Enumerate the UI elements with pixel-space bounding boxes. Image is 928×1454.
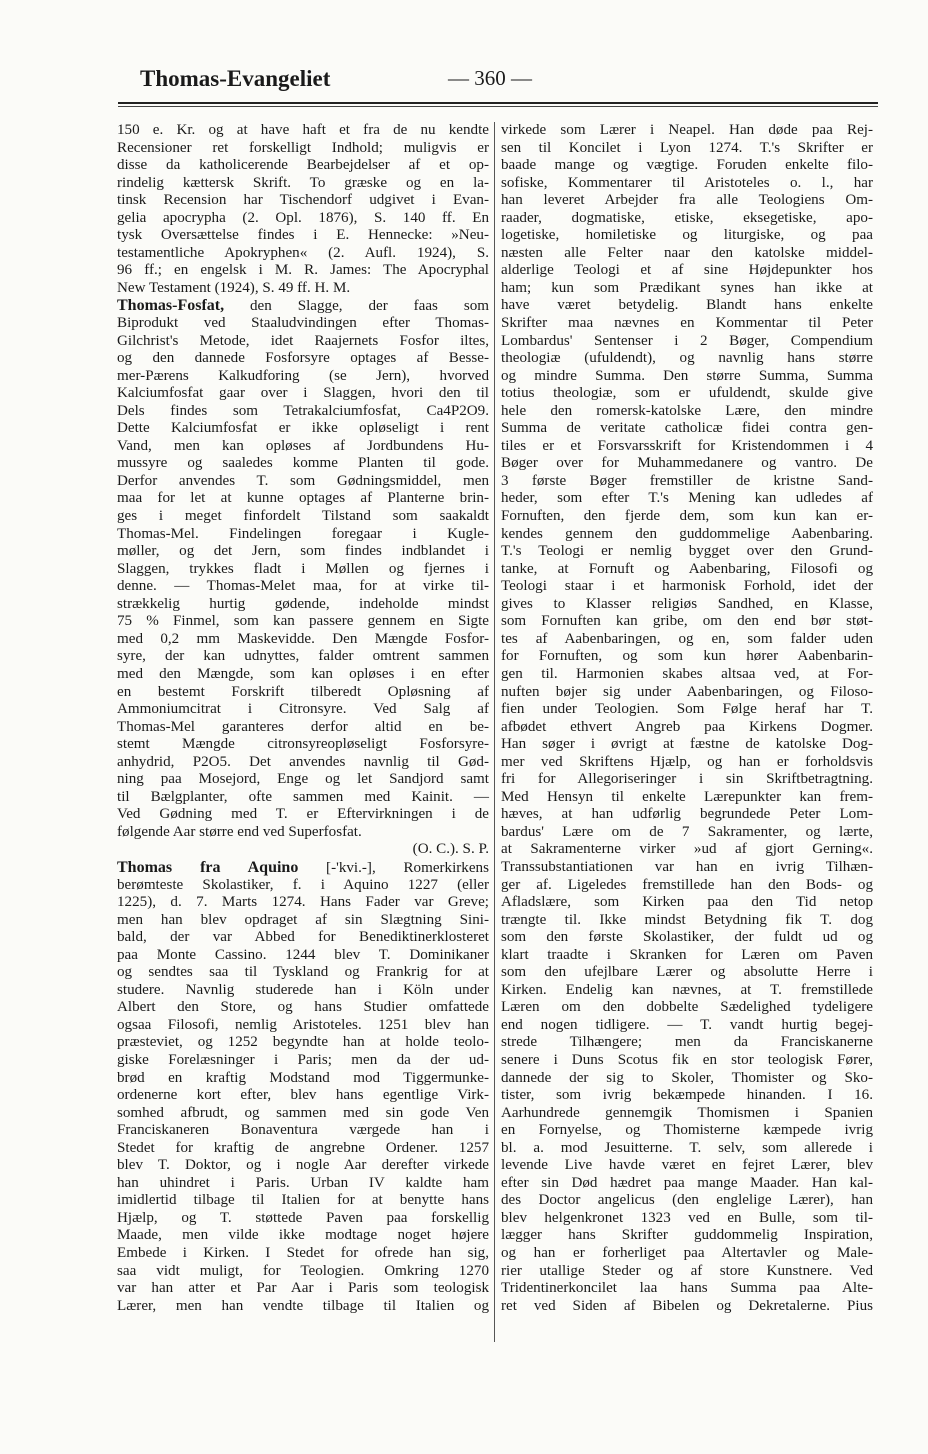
line-text: rier utallige Steder og af store Kunstnere. Ved [501,1262,873,1279]
text-line [501,1122,873,1140]
text-line [117,982,489,1000]
line-text: hæves, at han udførlig begrundede Peter Lom- [501,806,873,823]
line-text: ning paa Mosejord, Enge og let Sandjord samt [117,771,489,788]
line-text: og sendtes saa til Tyskland og Frankrig for at [117,964,489,981]
text-line [501,297,873,315]
line-text: Fornuften, den fjerde dem, som kun kan er- [501,508,873,525]
text-line [501,315,873,333]
text-line [501,841,873,859]
line-text: testamentliche Apokryphen« (2. Aufl. 1924), S. [117,244,489,261]
line-text: nuften bøjer sig under Aabenbaringen, og Filoso- [501,683,873,700]
line-text: tister, som ivrig bekæmpede hinanden. I 16. [501,1087,873,1104]
line-text: baade mange og vægtige. Foruden enkelte filo- [501,157,873,174]
text-line [501,648,873,666]
line-text: men han blev opdraget af sin Slægtning Sini- [117,911,489,928]
text-line [501,350,873,368]
text-line [117,1175,489,1193]
text-line [501,1017,873,1035]
text-line [501,508,873,526]
text-line [501,578,873,596]
text-line [501,1070,873,1088]
text-line [117,1298,489,1316]
text-line [117,438,489,456]
line-text: senere i Duns Scotus fik en stor teologisk Fører, [501,1051,873,1068]
line-text: møller, og det Jern, som findes indblandet i [117,543,489,560]
line-text: for Fornuften, og som kun hører Aabenbarin- [501,648,873,665]
right-column [501,122,873,1315]
line-text: følgende Aar større end ved Superfosfat. [117,823,362,840]
line-text: 1225), d. 7. Marts 1274. Hans Fader var Greve; [117,894,489,911]
text-line [117,912,489,930]
page-number: — 360 — [448,66,532,90]
line-text: tiles er et Forsvarsskrift for Kristendommen i 4 [501,437,873,454]
text-line [501,561,873,579]
line-text: 96 ff.; en engelsk i M. R. James: The Apocryphal [117,262,489,279]
line-text: Hjælp, og T. støttede Paven paa forskellig [117,1209,489,1226]
text-line [501,1087,873,1105]
text-line [117,1280,489,1298]
line-text: mussyre og saaledes komme Planten til gode. [117,455,489,472]
text-line [501,1210,873,1228]
line-text: Biprodukt ved Staaludvindingen efter Thomas- [117,315,489,332]
line-text: Læren om den dobbelte Sædelighed tydeligere [501,999,873,1016]
text-line [117,455,489,473]
text-line [501,333,873,351]
line-text: Teologi staar i et harmonisk Forhold, idet der [501,578,873,595]
line-text: og han er forherliget paa Altertavler og Male- [501,1245,873,1261]
text-line [501,929,873,947]
text-line [501,1227,873,1245]
line-text: levende Live havde været en fejret Lærer, blev [501,1157,873,1174]
line-text: Kirken. Endelig kan nævnes, at T. fremstillede [501,981,873,998]
line-text: blev T. Doktor, og i nogle Aar derefter virkede [117,1157,489,1174]
text-line [501,227,873,245]
line-text: mer-Pærens Kalkudforing (se Jern), hvorved [117,367,489,384]
text-line [501,613,873,631]
line-text: bald, der var Abbed for Benediktinerklosteret [117,929,489,946]
line-text: ordenerne kort efter, blev hans egentlige Virk- [117,1087,489,1104]
text-line [117,1227,489,1245]
text-line [501,824,873,842]
line-text: Recensioner ret forskelligt Indhold; muligvis er [117,139,489,156]
line-text: klart traadte i Skranken for Læren om Paven [501,946,873,963]
text-line [117,385,489,403]
line-text: totius theologiæ, som er ufuldendt, skulde give [501,385,873,402]
text-line [501,719,873,737]
text-line [117,666,489,684]
running-title: Thomas-Evangeliet [140,66,331,91]
text-line [501,210,873,228]
line-text: bardus' Lære om de 7 Sakramenter, og lærte, [501,823,873,840]
text-line [117,1192,489,1210]
line-text: afbødet ethvert Angreb paa Kirkens Dogmer. [501,718,873,735]
line-text: Summa de veritate catholicæ fidei contra gen- [501,420,873,437]
line-text: næsten alle Felter naar den katolske middel- [501,244,873,261]
line-text: denne. — Thomas-Melet maa, for at virke til- [117,578,489,595]
text-line [501,894,873,912]
text-line [501,473,873,491]
line-text: sofiske, Kommentarer til Aristoteles o. l., har [501,174,873,191]
line-text: Embede i Kirken. I Stedet for ofrede han sig, [117,1245,489,1261]
text-line [117,684,489,702]
line-text: og mindre Summa. Den større Summa, Summa [501,367,873,384]
text-line [501,684,873,702]
line-text: Han søger i øvrigt at fæstne de katolske Dog- [501,736,873,753]
text-line [117,1105,489,1123]
text-line [117,122,489,140]
line-text: [-'kvi.-], Romerkirkens [298,859,489,876]
text-line [501,964,873,982]
line-text: Bøger over for Muhammedanere og vantro. De [501,455,873,472]
line-text: gen til. Harmonien skabes altsaa ved, at For- [501,665,873,682]
text-line [117,368,489,386]
text-line [117,543,489,561]
text-line [117,1245,489,1263]
text-line [117,648,489,666]
line-text: berømteste Skolastiker, f. i Aquino 1227 (eller [117,876,489,893]
text-line [501,543,873,561]
line-text: virkede som Lærer i Neapel. Han døde paa Rej- [501,122,873,138]
line-text: han uhindret i Paris. Urban IV kaldte ham [117,1174,489,1191]
line-text: fien under Teologien. Som Følge heraf har T. [501,701,873,718]
text-line [117,929,489,947]
text-line [117,1122,489,1140]
line-text: gives to Klasser religiøs Sandhed, en Klasse, [501,595,873,612]
text-line [501,192,873,210]
line-text: ges i meget finfordelt Tilstand som saakaldt [117,508,489,525]
text-line [501,877,873,895]
text-line [117,526,489,544]
line-text: dannede der sig to Skoler, Thomister og Sko- [501,1069,873,1086]
line-text: han leveret Arbejder fra alle Teologiens Om- [501,192,873,209]
text-line [501,1052,873,1070]
text-line [117,157,489,175]
line-text: efter sin Død hædret paa mange Maader. Han kal- [501,1174,873,1191]
text-line [117,1070,489,1088]
text-line [117,1263,489,1281]
line-text: blev helgenkronet 1323 ved en Bulle, som til- [501,1209,873,1226]
text-line [501,175,873,193]
text-line [117,1087,489,1105]
text-line [501,245,873,263]
text-line [501,403,873,421]
text-line [117,806,489,824]
line-text: Franciskaneren Bonaventura værgede han i [117,1122,489,1139]
line-text: imidlertid tilbage til Italien for at benytte hans [117,1192,489,1209]
line-text: des Doctor angelicus (den englelige Lærer), han [501,1192,873,1209]
line-text: Maade, men vilde ikke modtage noget højere [117,1227,489,1244]
line-text: tysk Oversættelse findes i E. Hennecke: »Neu- [117,227,489,244]
text-line [501,385,873,403]
line-text: ret ved Siden af Bibelen og Dekretalerne. Pius [501,1297,873,1314]
line-text: stemt Mængde citronsyreopløseligt Fosforsyre- [117,736,489,753]
text-line [117,403,489,421]
line-text: Slaggen, trykkes fladt i Møllen og fjernes i [117,560,489,577]
line-text: giske Forelæsninger i Paris; men da der ud- [117,1051,489,1068]
text-line [117,1034,489,1052]
text-line [117,841,489,859]
line-text: Skrifter maa nævnes en Kommentar til Peter [501,315,873,332]
line-text: Med Hensyn til enkelte Lærepunkter kan frem- [501,788,873,805]
text-line [117,789,489,807]
line-text: en Fornyelse, og Thomisterne kæmpede ivrig [501,1122,873,1139]
line-text: gelia apocrypha (2. Opl. 1876), S. 140 ff. En [117,209,489,226]
line-text: Ammoniumcitrat i Citronsyre. Ved Salg af [117,701,489,718]
line-text: strede Tilhængere; men da Franciskanerne [501,1034,873,1051]
text-line [501,982,873,1000]
line-text: T.'s Teologi er nemlig bygget over den Grund- [501,543,873,560]
text-line [501,140,873,158]
line-text: kendes gennem den guddommelige Aabenbaring. [501,525,873,542]
text-line [117,280,489,298]
text-line [117,262,489,280]
line-text: somhed afbrudt, og sammen med sin gode Ven [117,1104,489,1121]
line-text: (O. C.). S. P. [412,841,489,858]
line-text: have været betydelig. Blandt hans enkelte [501,297,873,314]
line-text: anhydrid, P2O5. Det anvendes navnlig til Gød- [117,753,489,770]
text-line [117,473,489,491]
text-line [117,596,489,614]
text-line [501,490,873,508]
text-line [501,420,873,438]
line-text: Derfor anvendes T. som Gødningsmiddel, men [117,472,489,489]
text-line [117,1052,489,1070]
line-text: Gilchrist's Metode, idet Raajernets Fosfor iltes, [117,332,489,349]
text-line [117,175,489,193]
text-line [501,701,873,719]
text-line [501,1105,873,1123]
line-text: Kalciumfosfat gaar over i Slaggen, hvori den til [117,385,489,402]
page-header [118,62,878,102]
line-text: maa for let at kunne optages af Planterne brin- [117,490,489,507]
line-text: studere. Navnlig studerede han i Köln under [117,981,489,998]
column-divider [494,122,495,1342]
line-text: 3 første Bøger fremstiller de kristne Sand- [501,472,873,489]
line-text: Ved Gødning med T. er Eftervirkningen i de [117,806,489,823]
line-text: Lærer, men han vendte tilbage til Italien og [117,1297,489,1314]
line-text: at Sakramenterne virker »ud af gjort Gerning«. [501,841,873,858]
line-text: raader, dogmatiske, etiske, eksegetiske, apo- [501,209,873,226]
text-line [117,754,489,772]
text-line [117,999,489,1017]
line-text: til Bælgplanter, ofte sammen med Kainit. — [117,788,489,805]
text-line [501,1263,873,1281]
line-text: bl. a. mod Jesuitterne. T. selv, som allerede i [501,1139,873,1156]
line-text: en bestemt Forskrift tilberedt Opløsning af [117,683,489,700]
left-column [117,122,489,1315]
line-text: 75 % Finmel, som kan passere gennem en Sigte [117,613,489,630]
line-text: lægger hans Skrifter guddommelig Inspiration, [501,1227,873,1244]
text-line [117,824,489,842]
text-line [117,245,489,263]
text-line [501,1157,873,1175]
text-line [117,964,489,982]
line-text: Dels findes som Tetrakalciumfosfat, Ca4P2O9. [117,402,489,419]
line-text: theologiæ (ufuldendt), og navnlig hans større [501,350,873,367]
text-line [117,561,489,579]
text-line [501,526,873,544]
text-line [501,1140,873,1158]
text-line [117,631,489,649]
text-line [501,912,873,930]
text-line [117,490,489,508]
text-line [117,859,489,877]
text-line [117,613,489,631]
text-line [501,789,873,807]
line-text: paa Monte Cassino. 1244 blev T. Dominikaner [117,946,489,963]
line-text: Tridentinerkoncilet laa hans Summa paa Alte- [501,1280,873,1297]
text-line [117,1140,489,1158]
text-line [501,1175,873,1193]
line-text: alderlige Teologi et af sine Højdepunkter hos [501,262,873,279]
line-text: tes af Aabenbaringen, og en, som falder uden [501,630,873,647]
line-text: Transsubstantiationen var han en ivrig Tilhæn- [501,858,873,875]
text-line [501,999,873,1017]
text-line [117,1017,489,1035]
text-line [501,1034,873,1052]
line-text: Thomas-Mel garanteres derfor altid en be- [117,718,489,735]
line-text: New Testament (1924), S. 49 ff. H. M. [117,279,351,296]
line-text: hele den romersk-katolske Lære, den mindre [501,402,873,419]
header-rule-thin [118,106,878,107]
line-text: som den første Skolastiker, der fuldt ud og [501,929,873,946]
line-text: med den Mængde, som kan opløses i en efter [117,665,489,682]
line-text: fri for Allegoriseringer i sin Skriftbetragtning. [501,771,873,788]
text-line [501,1280,873,1298]
line-text: disse da katholicerende Bearbejdelser af et op- [117,157,489,174]
text-line [117,719,489,737]
line-text: Afladslære, som Kirken paa den Tid netop [501,894,873,911]
text-line [501,1245,873,1263]
line-text: logetiske, homiletiske og liturgiske, og paa [501,227,873,244]
line-text: som den ufejlbare Lærer og absolutte Herre i [501,964,873,981]
text-line [117,1210,489,1228]
line-text: med 0,2 mm Maskevidde. Den Mængde Fosfor- [117,630,489,647]
line-text: og den dannede Fosforsyre optages af Besse- [117,350,489,367]
text-line [501,596,873,614]
line-text: mer ved Skriftens Hjælp, og han er forholdsvis [501,753,873,770]
text-line [501,806,873,824]
text-line [501,262,873,280]
text-line [501,666,873,684]
text-line [501,1298,873,1316]
text-line [117,701,489,719]
line-text: præsteviet, og 1252 begyndte han at holde teolo- [117,1034,489,1051]
text-line [117,736,489,754]
text-line [501,754,873,772]
line-text: saa vidt muligt, for Teologien. Omkring 1270 [117,1262,489,1279]
text-line [501,280,873,298]
line-text: ogsaa Filosofi, nemlig Aristoteles. 1251 blev han [117,1016,489,1033]
line-text: 150 e. Kr. og at have haft et fra de nu kendte [117,122,489,138]
line-text: var han atter et Par Aar i Paris som teologisk [117,1280,489,1297]
text-line [117,210,489,228]
text-line [501,157,873,175]
text-line [117,877,489,895]
text-line [117,350,489,368]
text-line [117,297,489,315]
line-text: Thomas-Mel. Findelingen foregaar i Kugle- [117,525,489,542]
text-line [501,1192,873,1210]
text-line [117,947,489,965]
text-line [501,771,873,789]
text-line [117,192,489,210]
text-line [117,508,489,526]
line-text: Dette Kalciumfosfat er ikke opløseligt i rent [117,420,489,437]
line-text: ham; kun som Prædikant synes han ikke at [501,279,873,296]
text-line [117,420,489,438]
line-text: brød en kraftig Modstand mod Tiggermunke- [117,1069,489,1086]
text-line [117,771,489,789]
header-rule [118,102,878,104]
line-text: tinsk Recension har Tischendorf udgivet i Evan- [117,192,489,209]
entry-headword: Thomas fra Aquino [117,858,299,876]
line-text: som Fornuften kan gribe, om den end bør støt- [501,613,873,630]
text-line [501,122,873,140]
line-text: den Slagge, der faas som [224,298,489,315]
line-text: ger af. Ligeledes fremstillede han den Bods- og [501,876,873,893]
text-line [501,438,873,456]
text-line [117,894,489,912]
text-line [117,333,489,351]
entry-headword: Thomas-Fosfat, [117,297,225,315]
line-text: Lombardus' Sentenser i 2 Bøger, Compendium [501,332,873,349]
line-text: tanke, at Fornuft og Aabenbaring, Filosofi og [501,560,873,577]
text-line [501,455,873,473]
text-line [501,947,873,965]
text-line [501,736,873,754]
text-line [117,578,489,596]
text-line [117,1157,489,1175]
line-text: Vand, men kan opløses af Jordbundens Hu- [117,437,489,454]
line-text: strækkelig hurtig gødende, indeholde mindst [117,595,489,612]
line-text: heder, som efter T.'s Mening kan udledes af [501,490,873,507]
line-text: Stedet for kraftig de angrebne Ordener. 1257 [117,1139,489,1156]
text-line [117,140,489,158]
line-text: syre, der kan udnyttes, falder omtrent sammen [117,648,489,665]
text-line [117,227,489,245]
line-text: trængte til. Ikke mindst Betydning fik T. dog [501,911,873,928]
text-line [501,368,873,386]
line-text: Aarhundrede gennemgik Thomismen i Spanien [501,1104,873,1121]
text-line [501,631,873,649]
line-text: sen til Koncilet i Lyon 1274. T.'s Skrifter er [501,139,873,156]
text-line [501,859,873,877]
line-text: end nogen tidligere. — T. vandt hurtig begej- [501,1016,873,1033]
line-text: Albert den Store, og hans Studier omfattede [117,999,489,1016]
line-text: rindelig kættersk Skrift. To græske og en la- [117,174,489,191]
text-line [117,315,489,333]
